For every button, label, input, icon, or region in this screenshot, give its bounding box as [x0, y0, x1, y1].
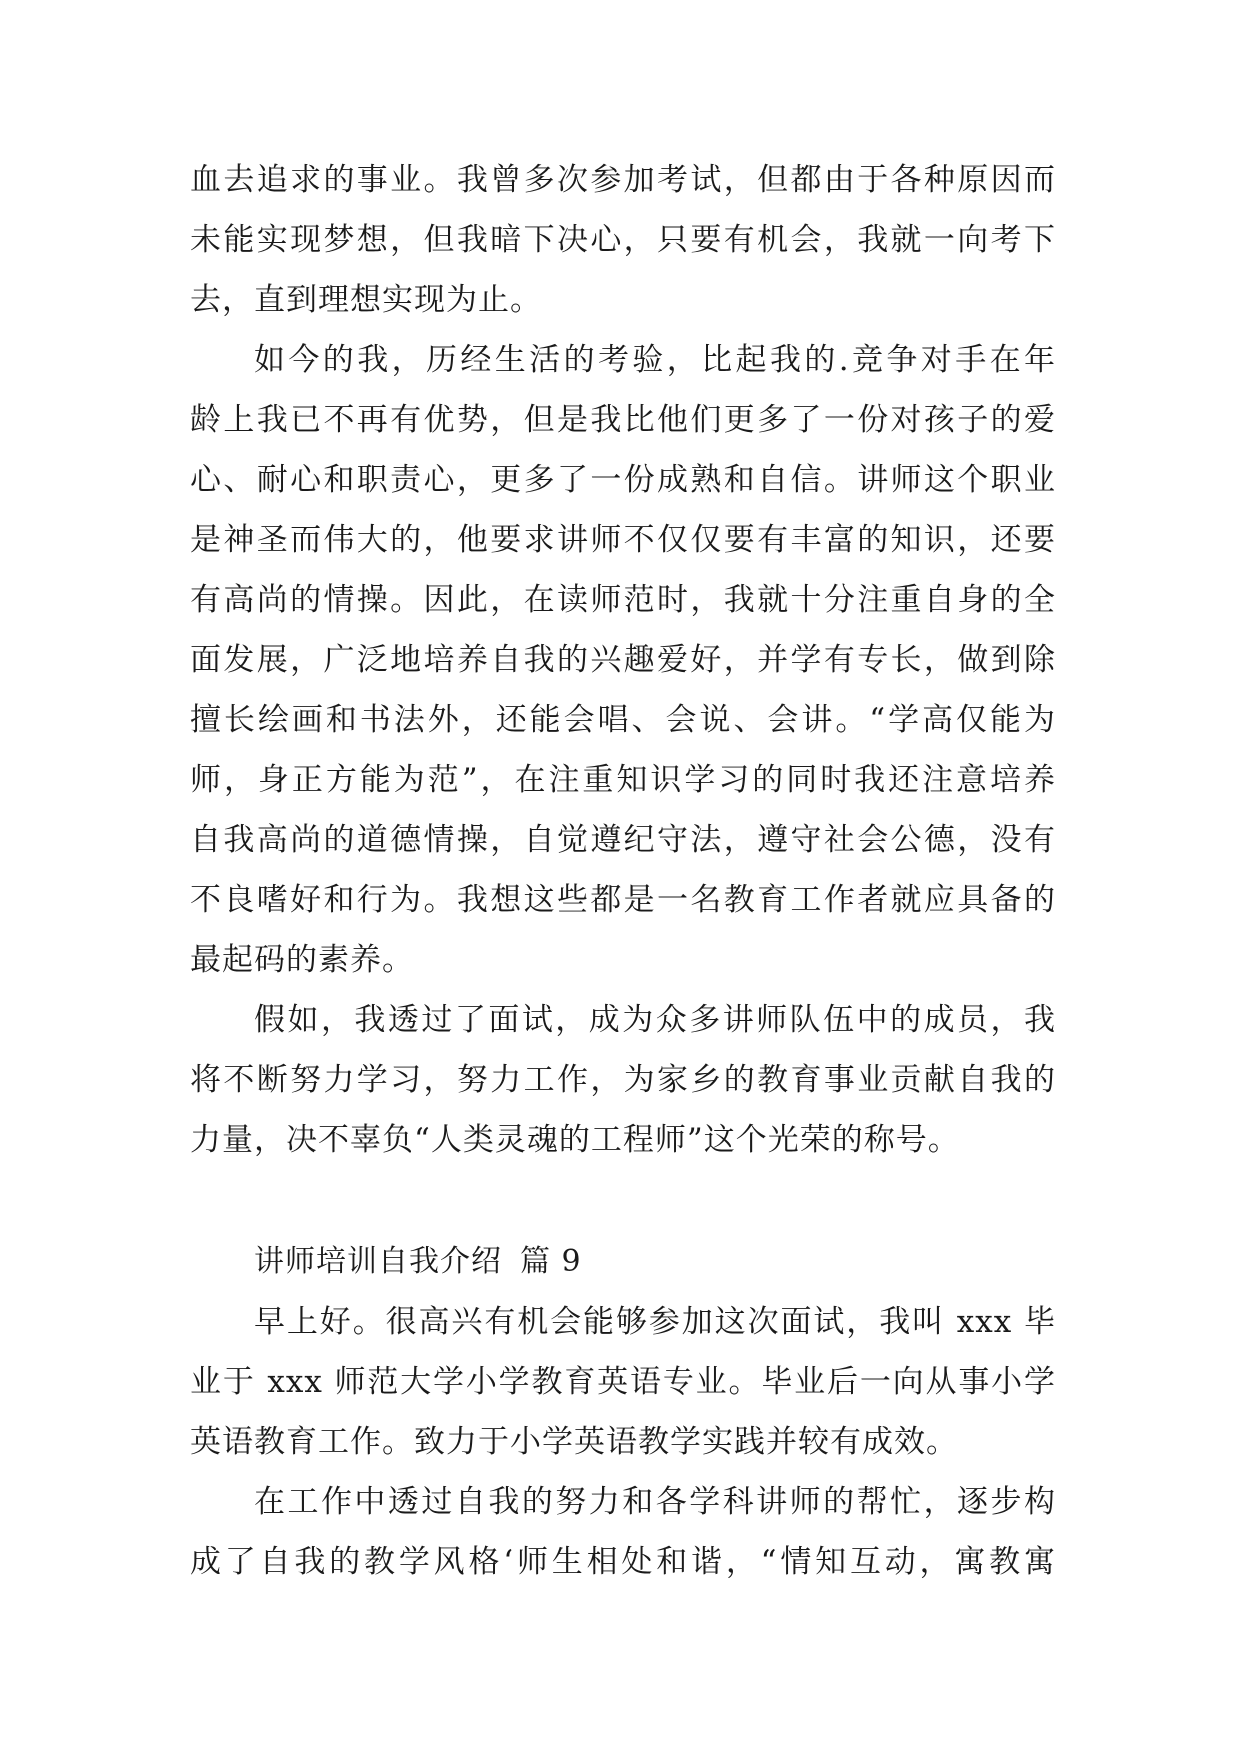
- text-line: 英语教育工作。致力于小学英语教学实践并较有成效。: [190, 1424, 958, 1460]
- section-title: 讲师培训自我介绍: [254, 1244, 502, 1279]
- section-label: 篇 9: [520, 1244, 582, 1279]
- text-line: 成了自我的教学风格‘师生相处和谐，“情知互动，寓教寓: [190, 1544, 1056, 1580]
- text-line: 业于 xxx 师范大学小学教育英语专业。毕业后一向从事小学: [190, 1364, 1056, 1400]
- section-heading: [190, 1232, 1056, 1292]
- section-spacer: [190, 1170, 1056, 1232]
- text-line: 血去追求的事业。我曾多次参加考试，但都由于各种原因而: [190, 162, 1056, 198]
- text-line: 在工作中透过自我的努力和各学科讲师的帮忙，逐步构: [254, 1484, 1056, 1520]
- text-line: 擅长绘画和书法外，还能会唱、会说、会讲。“学高仅能为: [190, 702, 1056, 738]
- text-line: 是神圣而伟大的，他要求讲师不仅仅要有丰富的知识，还要: [190, 522, 1056, 558]
- text-line: 去，直到理想实现为止。: [190, 282, 542, 318]
- text-line: 心、耐心和职责心，更多了一份成熟和自信。讲师这个职业: [190, 462, 1056, 498]
- text-line: 面发展，广泛地培养自我的兴趣爱好，并学有专长，做到除: [190, 642, 1056, 678]
- paragraph: [190, 990, 1056, 1170]
- text-line: 不良嗜好和行为。我想这些都是一名教育工作者就应具备的: [190, 882, 1056, 918]
- text-line: 早上好。很高兴有机会能够参加这次面试，我叫 xxx 毕: [254, 1304, 1056, 1340]
- text-line: 假如，我透过了面试，成为众多讲师队伍中的成员，我: [254, 1002, 1056, 1038]
- paragraph: [190, 1472, 1056, 1592]
- text-line: 有高尚的情操。因此，在读师范时，我就十分注重自身的全: [190, 582, 1056, 618]
- paragraph: [190, 150, 1056, 330]
- text-line: 力量，决不辜负“人类灵魂的工程师”这个光荣的称号。: [190, 1122, 960, 1158]
- text-line: 未能实现梦想，但我暗下决心，只要有机会，我就一向考下: [190, 222, 1056, 258]
- text-line: 师，身正方能为范”，在注重知识学习的同时我还注意培养: [190, 762, 1056, 798]
- text-line: 最起码的素养。: [190, 942, 414, 978]
- document-page: [190, 150, 1056, 1592]
- text-line: 自我高尚的道德情操，自觉遵纪守法，遵守社会公德，没有: [190, 822, 1056, 858]
- paragraph: [190, 1292, 1056, 1472]
- text-line: 如今的我，历经生活的考验，比起我的.竞争对手在年: [254, 342, 1056, 378]
- text-line: 龄上我已不再有优势，但是我比他们更多了一份对孩子的爱: [190, 402, 1056, 438]
- paragraph: [190, 330, 1056, 990]
- text-line: 将不断努力学习，努力工作，为家乡的教育事业贡献自我的: [190, 1062, 1056, 1098]
